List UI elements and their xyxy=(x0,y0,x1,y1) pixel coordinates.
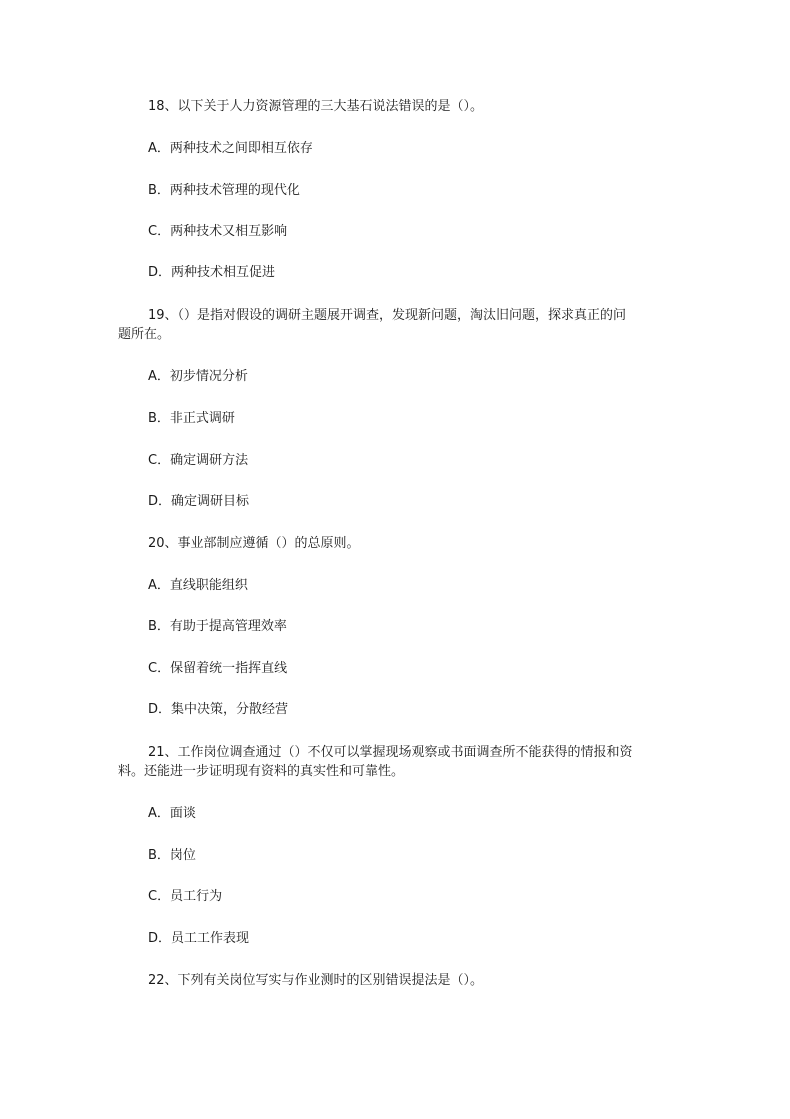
question-21-option-d: D．员工工作表现 xyxy=(148,931,250,946)
question-19-option-c: C．确定调研方法 xyxy=(148,453,249,468)
question-18-option-c: C．两种技术又相互影响 xyxy=(148,224,288,239)
question-18-stem: 18、以下关于人力资源管理的三大基石说法错误的是（）。 xyxy=(148,99,484,114)
question-19-stem-line-1: 19、（）是指对假设的调研主题展开调查，发现新问题，淘汰旧问题，探求真正的问 xyxy=(148,308,627,323)
question-21-stem-line-2: 料。还能进一步证明现有资料的真实性和可靠性。 xyxy=(118,764,405,779)
question-20-option-a: A．直线职能组织 xyxy=(148,578,248,593)
question-19-stem-line-2: 题所在。 xyxy=(118,327,171,342)
question-20-option-b: B．有助于提高管理效率 xyxy=(148,619,287,634)
question-20-stem: 20、事业部制应遵循（）的总原则。 xyxy=(148,536,360,551)
question-20-option-d: D．集中决策，分散经营 xyxy=(148,702,289,717)
question-18-option-b: B．两种技术管理的现代化 xyxy=(148,183,300,198)
question-21-option-a: A．面谈 xyxy=(148,806,196,821)
question-18-option-a: A．两种技术之间即相互依存 xyxy=(148,141,313,156)
question-21-option-b: B．岗位 xyxy=(148,848,196,863)
question-22-stem: 22、下列有关岗位写实与作业测时的区别错误提法是（）。 xyxy=(148,973,484,988)
question-19-option-b: B．非正式调研 xyxy=(148,411,235,426)
question-19-option-a: A．初步情况分析 xyxy=(148,369,248,384)
question-18-option-d: D．两种技术相互促进 xyxy=(148,265,276,280)
question-21-option-c: C．员工行为 xyxy=(148,889,223,904)
question-20-option-c: C．保留着统一指挥直线 xyxy=(148,661,288,676)
question-19-option-d: D．确定调研目标 xyxy=(148,494,250,509)
question-21-stem-line-1: 21、工作岗位调查通过（）不仅可以掌握现场观察或书面调查所不能获得的情报和资 xyxy=(148,745,633,760)
